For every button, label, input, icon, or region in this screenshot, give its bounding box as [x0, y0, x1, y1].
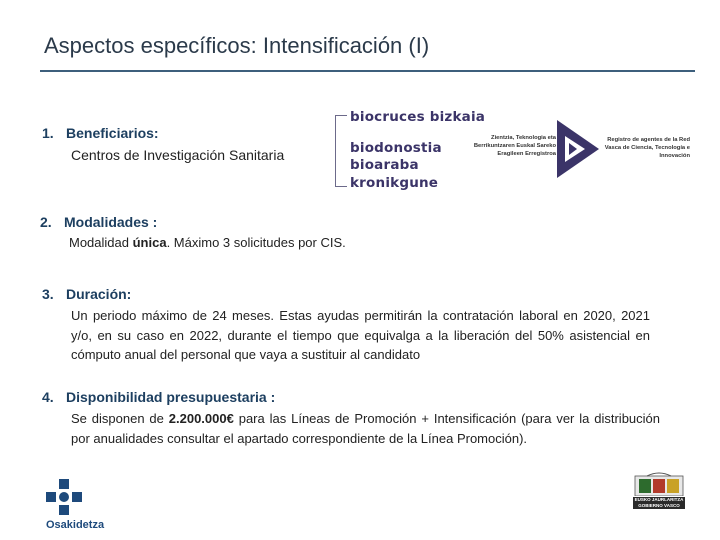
section-3-heading [42, 286, 131, 302]
org-biocruces: biocruces bizkaia [350, 109, 486, 125]
scitech-text-basque: Zientzia, Teknologia eta Berrikuntzaren Euskal Sareko Eragileen Erregistroa [473, 135, 556, 157]
scitech-text-spanish: Registro de agentes de la Red Vasca de Ciencia, Tecnología e Innovación [604, 137, 690, 159]
section-1-number: 1. [42, 125, 54, 141]
org-bracket [335, 115, 347, 187]
osakidetza-logo-icon [46, 479, 82, 515]
section-1-heading-text: Beneficiarios: [66, 125, 159, 141]
section-2-text [69, 233, 346, 253]
gv-label-basque: EUSKO JAURLARITZA [634, 497, 684, 502]
scitech-network-icon [555, 116, 601, 182]
slide-title: Aspectos específicos: Intensificación (I) [44, 33, 430, 58]
section-3-heading-text: Duración: [66, 286, 132, 302]
gobierno-vasco-crest-icon [633, 472, 685, 496]
gv-label-spanish: GOBIERNO VASCO [633, 503, 685, 509]
section-3-text: Un periodo máximo de 24 meses. Estas ayudas permitirán la contratación laboral en 2020, 2021 y/o, en su caso en 2022, durante el tiempo que equivalga a la liberación del 50% asistencial en cómputo anual del personal que vaya a sustituir al candidato [71, 308, 650, 362]
section-2-heading-text: Modalidades : [64, 214, 158, 230]
section-4-text [71, 409, 660, 448]
section-4-text-bold: 2.200.000€ [168, 411, 234, 426]
section-2-heading [40, 214, 157, 230]
section-4-text-suffix: para las Líneas de Promoción + Intensificación (para ver la distribución por anualidades consultar el apartado correspondiente de la Línea Promoción). [71, 411, 661, 446]
section-4-heading-text: Disponibilidad presupuestaria : [66, 389, 276, 405]
section-2-text-bold: única [132, 235, 167, 250]
section-2-number: 2. [40, 214, 52, 230]
section-2-text-prefix: Modalidad [69, 235, 133, 250]
osakidetza-logo-label: Osakidetza [46, 519, 105, 531]
section-3-number: 3. [42, 286, 54, 302]
section-2-text-suffix: . Máximo 3 solicitudes por CIS. [166, 235, 346, 250]
org-bioaraba: bioaraba [350, 157, 419, 173]
section-4-number: 4. [42, 389, 54, 405]
org-biodonostia: biodonostia [350, 140, 442, 156]
section-4-heading [42, 389, 275, 405]
title-divider [40, 70, 695, 72]
section-4-text-prefix: Se disponen de [71, 411, 169, 426]
section-1-heading [42, 125, 159, 141]
section-1-text: Centros de Investigación Sanitaria [71, 147, 285, 163]
org-kronikgune: kronikgune [350, 175, 439, 191]
